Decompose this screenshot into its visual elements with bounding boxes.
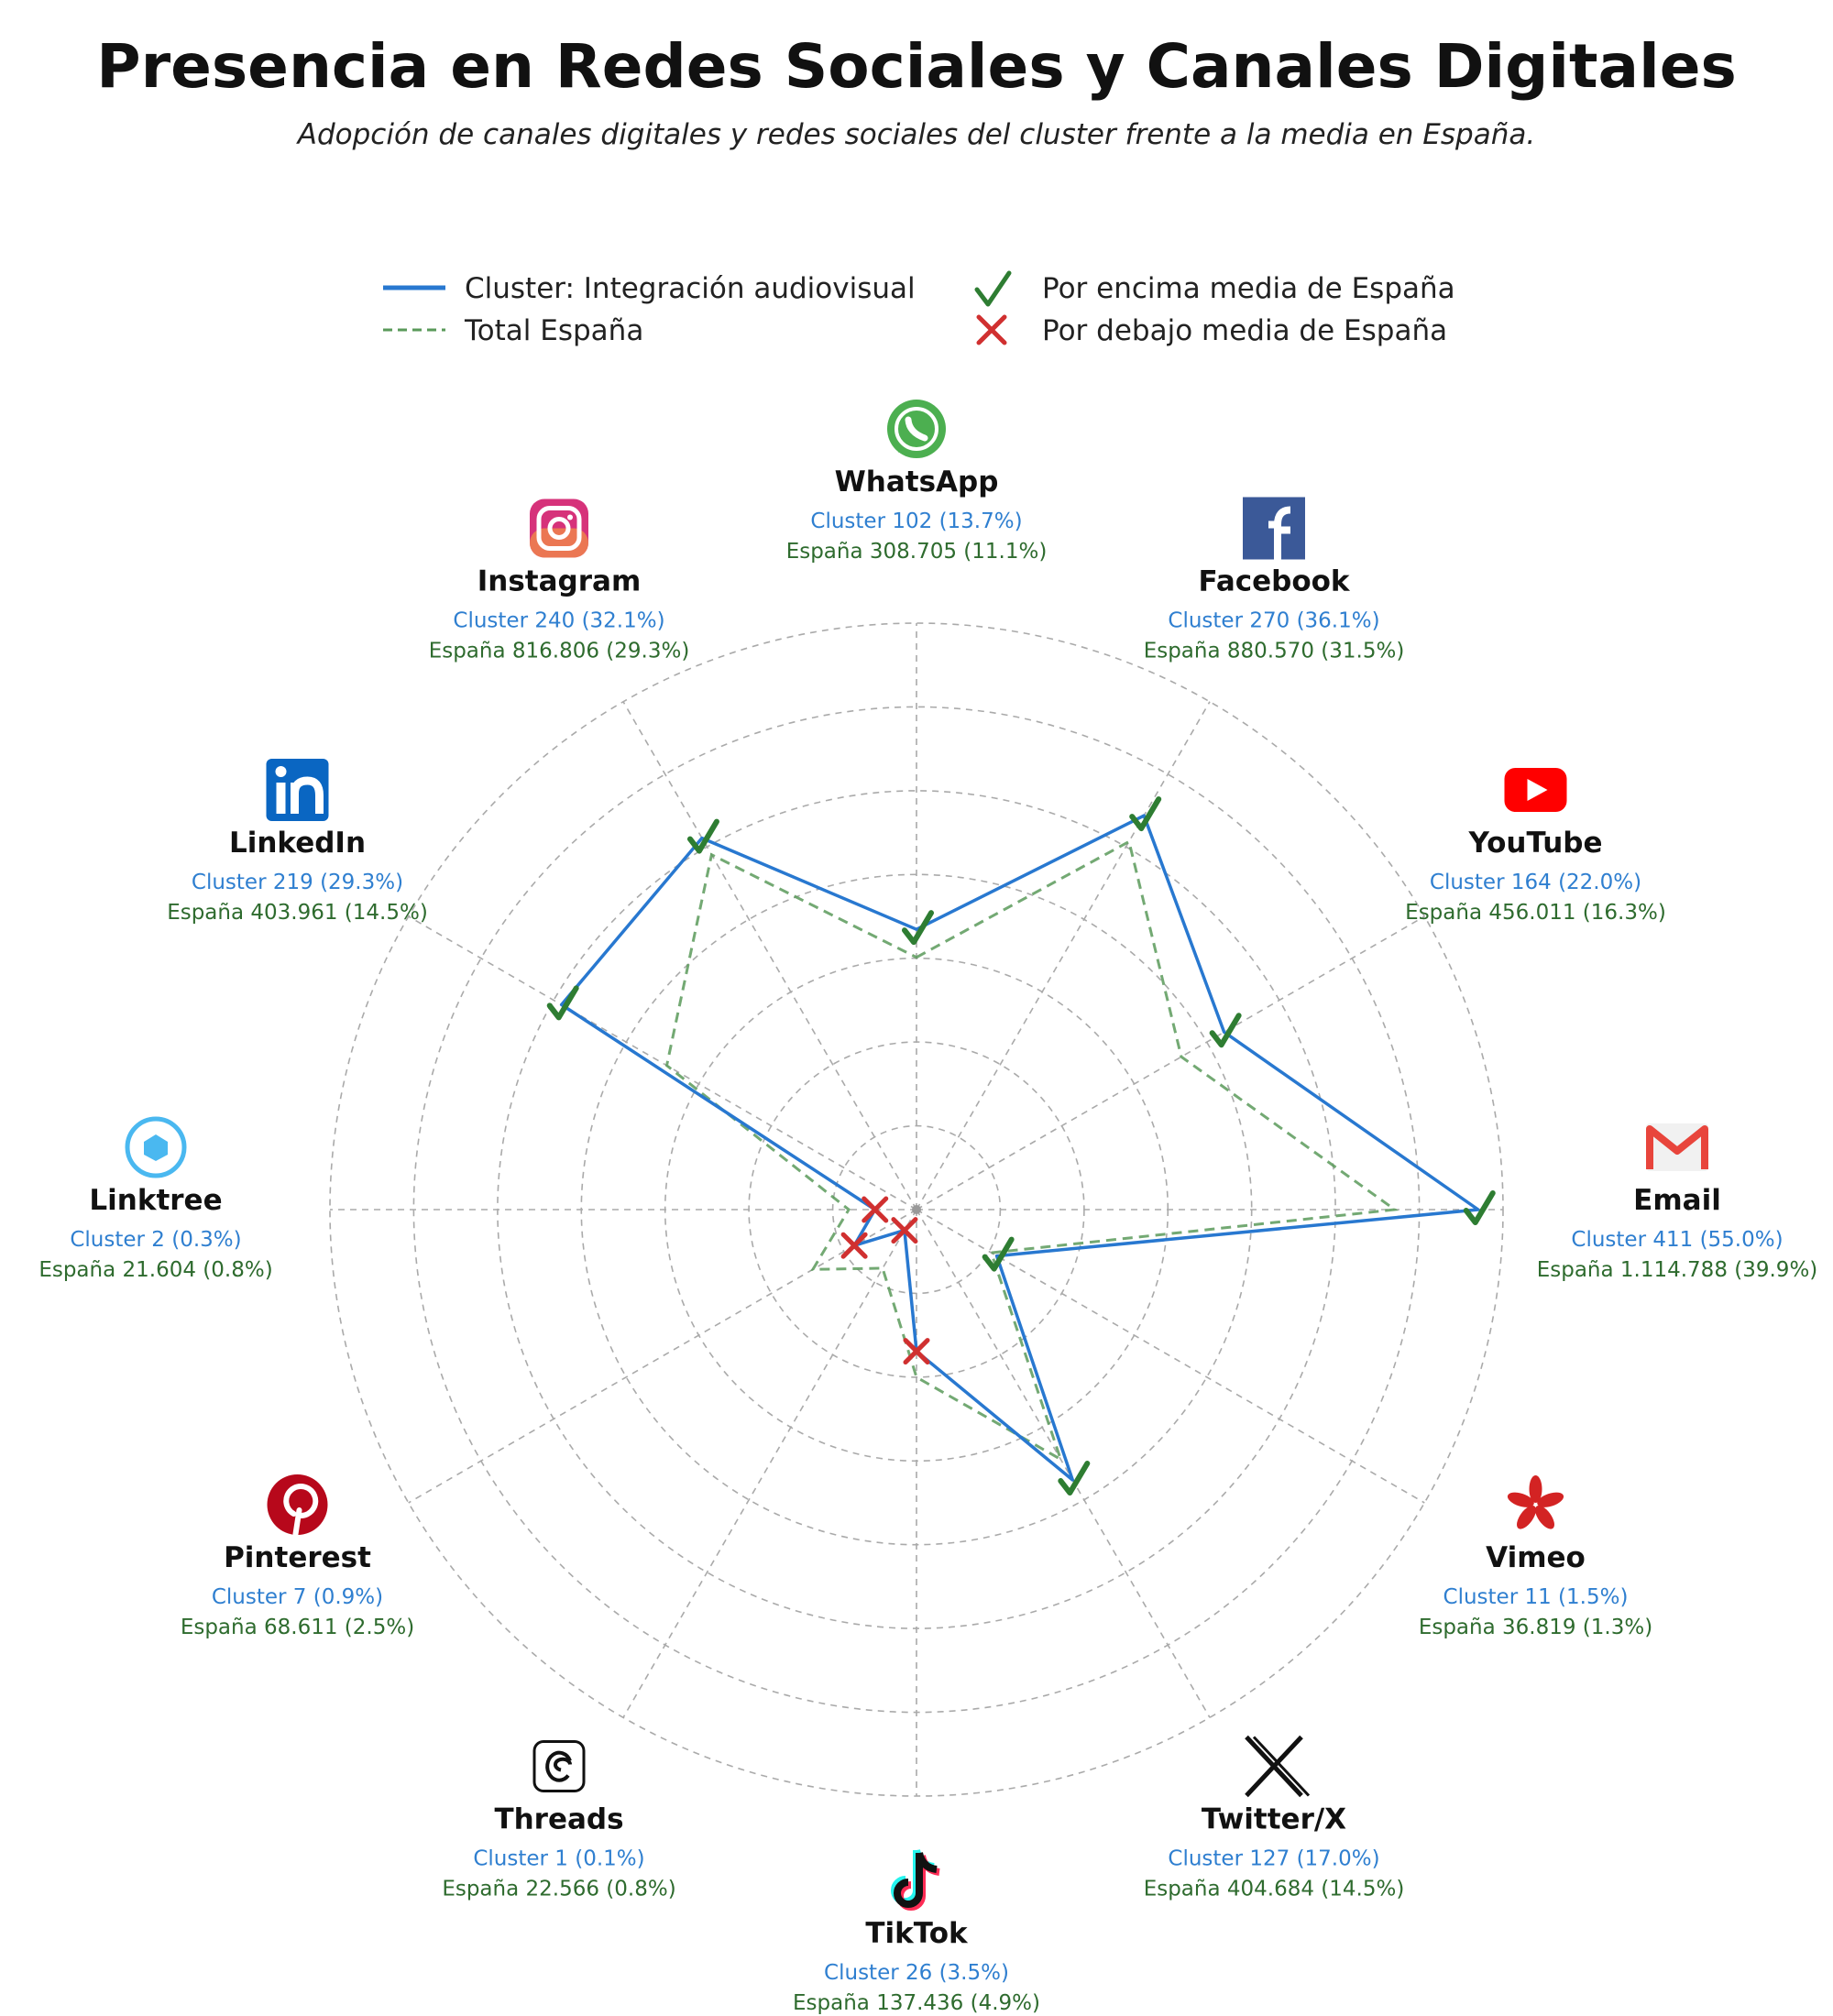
whatsapp-icon	[887, 400, 946, 458]
channel-name: Linktree	[89, 1184, 223, 1217]
grid-spoke	[623, 702, 916, 1210]
threads-icon	[534, 1741, 584, 1791]
instagram-icon	[530, 499, 588, 558]
channel-name: Facebook	[1198, 564, 1350, 598]
axis-label-whatsapp	[786, 400, 1048, 564]
channel-cluster-value: Cluster 219 (29.3%)	[191, 871, 404, 894]
center-point	[912, 1205, 921, 1214]
axis-label-instagram	[429, 499, 690, 663]
chart-title: Presencia en Redes Sociales y Canales Digitales	[96, 31, 1737, 102]
radar-markers	[550, 799, 1493, 1493]
cross-marker-icon	[843, 1234, 865, 1256]
gmail-icon	[1646, 1123, 1708, 1171]
axis-label-youtube	[1405, 768, 1666, 925]
channel-name: TikTok	[865, 1917, 968, 1950]
channel-cluster-value: Cluster 11 (1.5%)	[1443, 1585, 1629, 1609]
check-marker-icon	[690, 822, 717, 851]
channel-cluster-value: Cluster 270 (36.1%)	[1168, 608, 1380, 633]
linktree-icon	[127, 1119, 184, 1176]
channel-spain-value: España 404.684 (14.5%)	[1143, 1877, 1405, 1901]
axis-labels	[38, 400, 1817, 2015]
legend-check-icon	[977, 273, 1009, 304]
grid-spoke	[409, 916, 916, 1210]
channel-name: Instagram	[477, 564, 642, 598]
check-marker-icon	[1060, 1463, 1087, 1493]
radar-grid	[330, 623, 1503, 1796]
channel-cluster-value: Cluster 127 (17.0%)	[1168, 1846, 1380, 1871]
grid-spoke	[916, 916, 1424, 1210]
channel-spain-value: España 880.570 (31.5%)	[1143, 639, 1405, 663]
channel-spain-value: España 1.114.788 (39.9%)	[1536, 1258, 1818, 1282]
vimeo-icon	[1506, 1475, 1565, 1532]
axis-label-linktree	[38, 1119, 272, 1282]
axis-label-facebook	[1144, 498, 1405, 663]
chart-subtitle: Adopción de canales digitales y redes sociales del cluster frente a la media en España.	[297, 118, 1536, 151]
channel-spain-value: España 816.806 (29.3%)	[428, 639, 690, 663]
channel-name: Twitter/X	[1201, 1802, 1347, 1836]
channel-cluster-value: Cluster 411 (55.0%)	[1571, 1228, 1784, 1252]
channel-spain-value: España 137.436 (4.9%)	[793, 1991, 1040, 2015]
channel-cluster-value: Cluster 240 (32.1%)	[453, 608, 665, 633]
channel-name: LinkedIn	[228, 827, 367, 860]
tiktok-icon	[895, 1850, 939, 1907]
channel-cluster-value: Cluster 1 (0.1%)	[473, 1846, 645, 1871]
channel-name: YouTube	[1468, 827, 1603, 860]
radar-series	[562, 816, 1478, 1480]
check-marker-icon	[1466, 1193, 1493, 1222]
facebook-icon	[1243, 498, 1305, 560]
axis-label-twitterx	[1144, 1737, 1405, 1901]
channel-name: Vimeo	[1486, 1541, 1586, 1574]
channel-name: Threads	[494, 1802, 624, 1836]
channel-spain-value: España 456.011 (16.3%)	[1405, 901, 1666, 925]
linkedin-icon	[267, 759, 329, 821]
legend-spain-label: Total España	[465, 314, 644, 347]
legend-cluster-label: Cluster: Integración audiovisual	[465, 272, 916, 305]
x-icon	[1246, 1737, 1309, 1795]
channel-cluster-value: Cluster 2 (0.3%)	[70, 1228, 242, 1252]
channel-spain-value: España 21.604 (0.8%)	[38, 1258, 273, 1282]
grid-spoke	[409, 1210, 916, 1503]
series-spain-line	[667, 841, 1395, 1459]
pinterest-icon	[268, 1474, 328, 1535]
legend	[383, 272, 1455, 347]
channel-spain-value: España 68.611 (2.5%)	[180, 1616, 415, 1639]
channel-name: WhatsApp	[834, 466, 999, 499]
grid-spoke	[623, 1210, 916, 1717]
channel-cluster-value: Cluster 7 (0.9%)	[211, 1585, 384, 1609]
legend-below-label: Por debajo media de España	[1042, 314, 1448, 347]
legend-cross-icon	[979, 317, 1004, 343]
axis-label-linkedin	[167, 759, 428, 925]
grid-spoke	[916, 702, 1210, 1210]
channel-cluster-value: Cluster 102 (13.7%)	[810, 509, 1023, 533]
axis-label-tiktok	[793, 1850, 1040, 2015]
channel-spain-value: España 36.819 (1.3%)	[1418, 1616, 1653, 1639]
series-cluster-line	[562, 816, 1478, 1480]
channel-spain-value: España 403.961 (14.5%)	[167, 901, 428, 925]
channel-cluster-value: Cluster 164 (22.0%)	[1429, 871, 1642, 894]
grid-spoke	[916, 1210, 1210, 1717]
axis-label-threads	[442, 1741, 675, 1901]
channel-name: Email	[1633, 1184, 1721, 1217]
channel-spain-value: España 22.566 (0.8%)	[442, 1877, 676, 1901]
channel-cluster-value: Cluster 26 (3.5%)	[824, 1961, 1009, 1985]
axis-label-vimeo	[1419, 1475, 1652, 1639]
youtube-icon	[1504, 768, 1566, 812]
axis-label-email	[1537, 1123, 1818, 1282]
channel-spain-value: España 308.705 (11.1%)	[785, 540, 1048, 564]
axis-label-pinterest	[181, 1474, 414, 1639]
channel-name: Pinterest	[224, 1541, 371, 1574]
legend-above-label: Por encima media de España	[1042, 272, 1455, 305]
